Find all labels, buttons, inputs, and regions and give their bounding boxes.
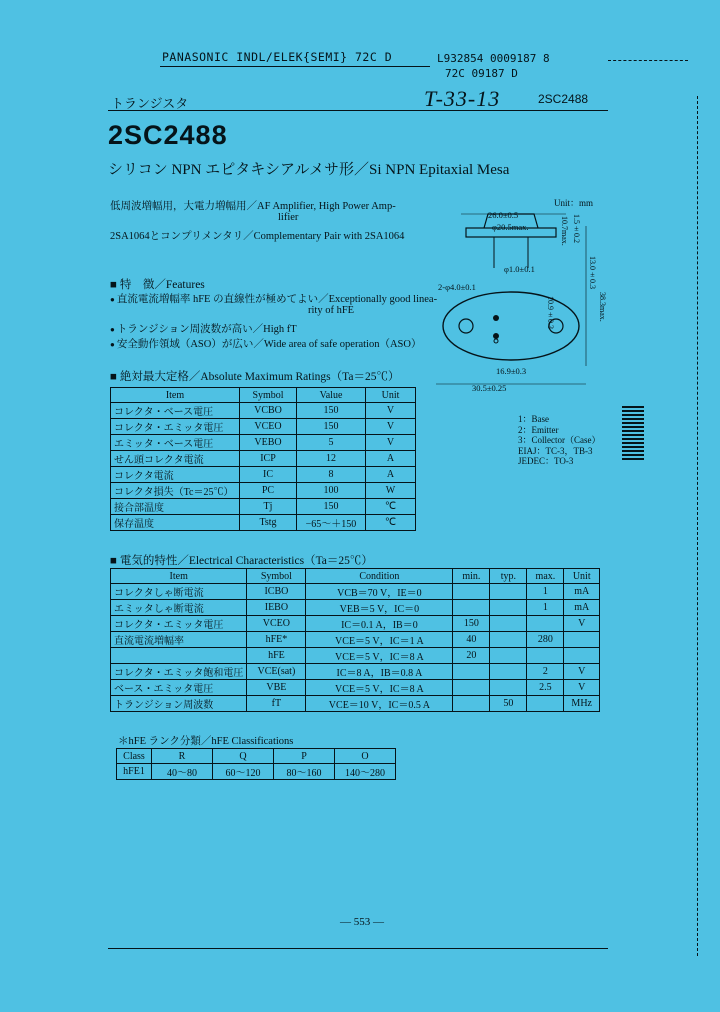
table-row — [111, 600, 600, 616]
table-cell: ICP — [240, 451, 297, 467]
abs-max-heading-text: 絶対最大定格／Absolute Maximum Ratings（Ta＝25℃） — [119, 371, 400, 383]
table-cell — [490, 632, 527, 648]
table-cell: −65〜＋150 — [297, 515, 366, 531]
feature-item: ● トランジション周波数が高い／High fT — [110, 321, 297, 336]
pin-1: 1：Base — [518, 414, 549, 424]
table-cell: ICBO — [247, 584, 306, 600]
header-code-line: L932854 0009187 8 — [437, 52, 550, 65]
table-cell: VCE＝10 V，IC＝0.5 A — [306, 696, 453, 712]
table-row — [111, 584, 600, 600]
table-cell: 8 — [297, 467, 366, 483]
table-header-row — [111, 388, 416, 403]
table-cell: VCB＝70 V，IE＝0 — [306, 584, 453, 600]
feature-item: ● 直流電流増幅率 hFE の直線性が極めてよい／Exceptionally good linea- — [110, 291, 437, 306]
table-header-row — [111, 569, 600, 584]
table-cell — [564, 648, 600, 664]
hfe-range: 40〜80 — [152, 764, 213, 780]
dim-lead: φ1.0±0.1 — [504, 264, 535, 274]
table-row — [111, 451, 416, 467]
table-cell: エミッタ・ベース電圧 — [111, 435, 240, 451]
table-cell: 2.5 — [527, 680, 564, 696]
table-row — [111, 499, 416, 515]
dim-v1: 13.0±0.3 — [588, 256, 597, 289]
pin-3: 3：Collector（Case） — [518, 435, 601, 445]
table-cell — [527, 616, 564, 632]
table-cell — [490, 680, 527, 696]
dim-b1: 16.9±0.3 — [496, 366, 527, 376]
col-unit: Unit — [564, 569, 600, 584]
table-cell: VBE — [247, 680, 306, 696]
page-title: 2SC2488 — [108, 120, 228, 150]
pin-jedec: JEDEC：TO-3 — [518, 456, 574, 466]
table-cell: W — [366, 483, 416, 499]
handwritten-code: T-33-13 — [424, 86, 501, 111]
table-cell: 100 — [297, 483, 366, 499]
col-symbol: Symbol — [247, 569, 306, 584]
table-cell — [490, 664, 527, 680]
dashed-rule — [608, 60, 688, 61]
title-rule — [108, 110, 608, 111]
table-cell: hFE — [247, 648, 306, 664]
table-cell: IC — [240, 467, 297, 483]
col-min: min. — [453, 569, 490, 584]
table-cell — [490, 648, 527, 664]
table-cell: せん頭コレクタ電流 — [111, 451, 240, 467]
hfe-label: hFE1 — [117, 764, 152, 780]
table-cell: VCE＝5 V，IC＝8 A — [306, 648, 453, 664]
table-row — [111, 467, 416, 483]
elec-heading-text: 電気的特性／Electrical Characteristics（Ta＝25℃） — [119, 555, 373, 567]
table-cell: コレクタ損失（Tc＝25℃） — [111, 483, 240, 499]
table-cell: 保存温度 — [111, 515, 240, 531]
table-cell: V — [564, 664, 600, 680]
edge-dashed-line — [697, 96, 699, 956]
table-cell: ベース・エミッタ電圧 — [111, 680, 247, 696]
table-cell: 40 — [453, 632, 490, 648]
table-cell — [490, 600, 527, 616]
table-cell: VCE＝5 V，IC＝1 A — [306, 632, 453, 648]
unit-label: Unit：mm — [554, 198, 594, 208]
col-unit: Unit — [366, 388, 416, 403]
table-cell — [453, 680, 490, 696]
table-cell: Tj — [240, 499, 297, 515]
pin-eiaj: EIAJ：TC-3，TB-3 — [518, 445, 593, 456]
table-row — [111, 515, 416, 531]
table-cell: コレクタ・エミッタ電圧 — [111, 616, 247, 632]
table-cell: hFE* — [247, 632, 306, 648]
table-cell: Tstg — [240, 515, 297, 531]
table-cell: 2 — [527, 664, 564, 680]
table-row — [111, 696, 600, 712]
pin-legend — [518, 414, 601, 467]
dim-h2: 10.7max. — [560, 216, 569, 246]
header-rule — [160, 66, 430, 67]
col-max: max. — [527, 569, 564, 584]
class-table — [116, 748, 396, 780]
table-cell: 150 — [297, 403, 366, 419]
table-cell: 1 — [527, 600, 564, 616]
table-cell: 1 — [527, 584, 564, 600]
table-cell: VEB＝5 V，IC＝0 — [306, 600, 453, 616]
table-cell — [453, 664, 490, 680]
table-cell: コレクタ・エミッタ飽和電圧 — [111, 664, 247, 680]
table-cell: 280 — [527, 632, 564, 648]
table-cell: コレクタ電流 — [111, 467, 240, 483]
table-row — [111, 435, 416, 451]
table-cell: VCEO — [240, 419, 297, 435]
class-cell: Q — [213, 749, 274, 764]
dim-v3: 38.3max. — [598, 292, 607, 322]
table-cell: fT — [247, 696, 306, 712]
table-cell: A — [366, 467, 416, 483]
table-cell: MHz — [564, 696, 600, 712]
table-cell: 直流電流増幅率 — [111, 632, 247, 648]
table-cell: 接合部温度 — [111, 499, 240, 515]
table-row — [111, 403, 416, 419]
elec-table — [110, 568, 600, 712]
class-row — [117, 749, 396, 764]
table-cell: mA — [564, 600, 600, 616]
dim-h1: 1.5±0.2 — [572, 214, 581, 243]
table-cell: 5 — [297, 435, 366, 451]
col-item: Item — [111, 388, 240, 403]
features-heading: ■ 特 徴／Features — [110, 279, 205, 291]
abs-max-heading: ■ 絶対最大定格／Absolute Maximum Ratings（Ta＝25℃） — [110, 371, 400, 383]
feature-item-cont: rity of hFE — [308, 305, 355, 316]
table-cell — [453, 584, 490, 600]
table-cell — [490, 584, 527, 600]
table-cell: VCEO — [247, 616, 306, 632]
table-cell: VCE(sat) — [247, 664, 306, 680]
dim-width: 26.0±0.5 — [488, 210, 519, 220]
header-maker-line: PANASONIC INDL/ELEK{SEMI} 72C D — [162, 50, 393, 64]
class-cell: P — [274, 749, 335, 764]
application-line-1b: lifier — [278, 212, 299, 223]
hfe-range: 140〜280 — [335, 764, 396, 780]
col-symbol: Symbol — [240, 388, 297, 403]
dim-hole: 2-φ4.0±0.1 — [438, 282, 476, 292]
table-cell: A — [366, 451, 416, 467]
page-subtitle: シリコン NPN エピタキシアルメサ形／Si NPN Epitaxial Mesa — [108, 162, 510, 178]
feature-item: ● 安全動作領域（ASO）が広い／Wide area of safe operation（ASO） — [110, 336, 421, 351]
class-cell: O — [335, 749, 396, 764]
col-value: Value — [297, 388, 366, 403]
dim-b2: 30.5±0.25 — [472, 383, 507, 393]
table-cell: V — [366, 435, 416, 451]
footer-rule — [108, 948, 608, 949]
table-cell: 150 — [297, 419, 366, 435]
hfe-row — [117, 764, 396, 780]
table-cell: ℃ — [366, 499, 416, 515]
table-cell: トランジション周波数 — [111, 696, 247, 712]
table-cell — [111, 648, 247, 664]
table-cell — [453, 696, 490, 712]
page-number: — 553 — — [340, 916, 384, 928]
table-cell: 150 — [297, 499, 366, 515]
table-cell: 50 — [490, 696, 527, 712]
features-heading-text: 特 徴／Features — [119, 279, 205, 291]
table-cell: IEBO — [247, 600, 306, 616]
application-line-1: 低周波増幅用，大電力増幅用／AF Amplifier, High Power Amp- — [110, 201, 396, 212]
table-cell: VCBO — [240, 403, 297, 419]
table-row — [111, 680, 600, 696]
edge-tab-marks — [622, 406, 644, 460]
header-sub-code: 72C 09187 D — [445, 67, 518, 80]
table-row — [111, 616, 600, 632]
table-cell: IC＝8 A，IB＝0.8 A — [306, 664, 453, 680]
dim-diameter: φ20.5max. — [492, 222, 529, 232]
elec-heading: ■ 電気的特性／Electrical Characteristics（Ta＝25℃） — [110, 555, 373, 567]
table-cell: V — [564, 680, 600, 696]
category-label: トランジスタ — [111, 96, 189, 111]
table-cell: IC＝0.1 A，IB＝0 — [306, 616, 453, 632]
dim-v2: 10.9±0.3 — [546, 296, 555, 329]
part-number-right: 2SC2488 — [538, 92, 589, 106]
pin-2: 2：Emitter — [518, 424, 559, 435]
table-row — [111, 664, 600, 680]
table-cell: エミッタしゃ断電流 — [111, 600, 247, 616]
table-cell — [453, 600, 490, 616]
table-row — [111, 632, 600, 648]
table-cell: mA — [564, 584, 600, 600]
table-cell: 12 — [297, 451, 366, 467]
table-row — [111, 483, 416, 499]
col-condition: Condition — [306, 569, 453, 584]
table-cell — [527, 696, 564, 712]
table-cell: PC — [240, 483, 297, 499]
class-label: Class — [117, 749, 152, 764]
table-cell — [564, 632, 600, 648]
col-typ: typ. — [490, 569, 527, 584]
table-cell: V — [564, 616, 600, 632]
abs-max-table — [110, 387, 416, 531]
application-line-2: 2SA1064とコンプリメンタリ／Complementary Pair with 2SA1064 — [110, 231, 405, 242]
table-cell — [527, 648, 564, 664]
class-cell: R — [152, 749, 213, 764]
table-row — [111, 419, 416, 435]
table-cell: V — [366, 403, 416, 419]
table-cell: コレクタ・ベース電圧 — [111, 403, 240, 419]
table-cell: ℃ — [366, 515, 416, 531]
table-cell: 150 — [453, 616, 490, 632]
table-cell: VCE＝5 V，IC＝8 A — [306, 680, 453, 696]
table-cell: V — [366, 419, 416, 435]
table-row — [111, 648, 600, 664]
col-item: Item — [111, 569, 247, 584]
table-cell: コレクタ・エミッタ電圧 — [111, 419, 240, 435]
hfe-range: 80〜160 — [274, 764, 335, 780]
package-drawing — [436, 196, 614, 396]
class-heading: ＊hFE ランク分類／hFE Classifications — [118, 736, 294, 747]
table-cell — [490, 616, 527, 632]
hfe-range: 60〜120 — [213, 764, 274, 780]
table-cell: VEBO — [240, 435, 297, 451]
table-cell: 20 — [453, 648, 490, 664]
table-cell: コレクタしゃ断電流 — [111, 584, 247, 600]
